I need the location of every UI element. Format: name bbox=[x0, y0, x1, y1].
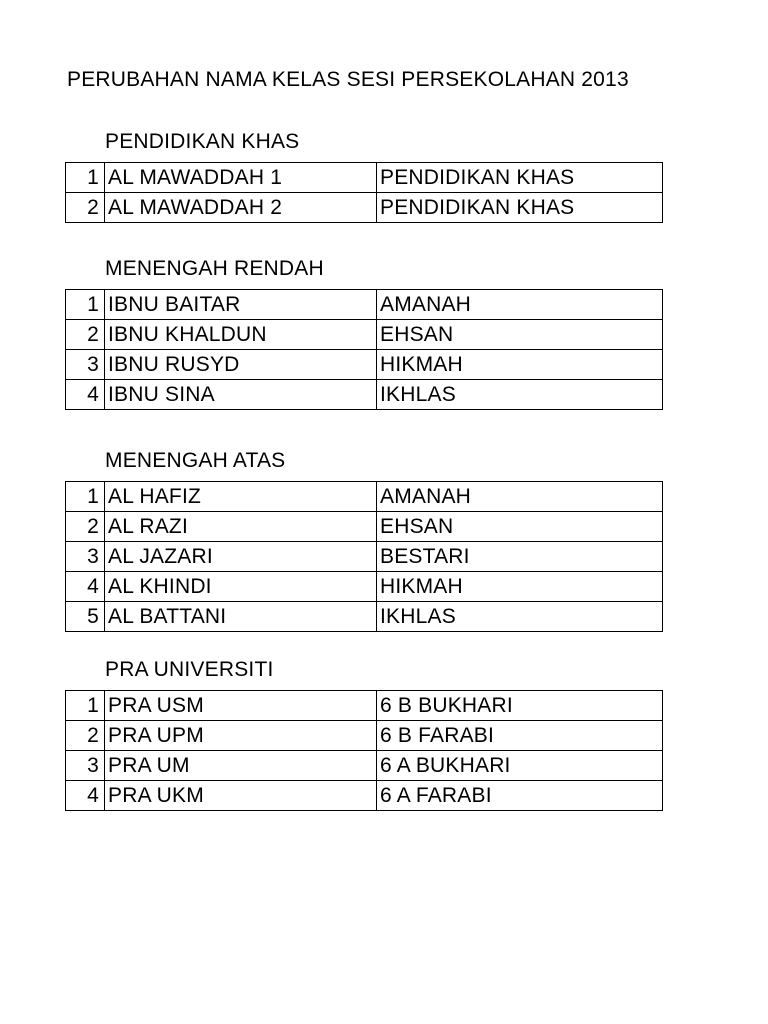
section-pra-universiti bbox=[65, 658, 663, 811]
row-number: 2 bbox=[66, 193, 105, 223]
new-class-name: PENDIDIKAN KHAS bbox=[377, 163, 663, 193]
table-row bbox=[66, 572, 663, 602]
row-number: 1 bbox=[66, 163, 105, 193]
section-menengah-atas bbox=[65, 449, 663, 632]
table-row bbox=[66, 482, 663, 512]
class-table bbox=[65, 162, 663, 223]
class-table bbox=[65, 289, 663, 410]
new-class-name: 6 B BUKHARI bbox=[377, 691, 663, 721]
old-class-name: AL HAFIZ bbox=[105, 482, 377, 512]
row-number: 2 bbox=[66, 512, 105, 542]
row-number: 1 bbox=[66, 290, 105, 320]
row-number: 1 bbox=[66, 691, 105, 721]
new-class-name: 6 A FARABI bbox=[377, 781, 663, 811]
table-row bbox=[66, 350, 663, 380]
table-row bbox=[66, 542, 663, 572]
old-class-name: AL MAWADDAH 1 bbox=[105, 163, 377, 193]
section-menengah-rendah bbox=[65, 257, 663, 410]
new-class-name: PENDIDIKAN KHAS bbox=[377, 193, 663, 223]
new-class-name: IKHLAS bbox=[377, 602, 663, 632]
old-class-name: IBNU BAITAR bbox=[105, 290, 377, 320]
row-number: 2 bbox=[66, 320, 105, 350]
row-number: 4 bbox=[66, 572, 105, 602]
row-number: 3 bbox=[66, 350, 105, 380]
old-class-name: PRA UKM bbox=[105, 781, 377, 811]
section-heading: MENENGAH RENDAH bbox=[105, 257, 324, 280]
old-class-name: IBNU SINA bbox=[105, 380, 377, 410]
new-class-name: HIKMAH bbox=[377, 350, 663, 380]
table-row bbox=[66, 163, 663, 193]
old-class-name: PRA USM bbox=[105, 691, 377, 721]
old-class-name: PRA UPM bbox=[105, 721, 377, 751]
old-class-name: AL JAZARI bbox=[105, 542, 377, 572]
old-class-name: IBNU RUSYD bbox=[105, 350, 377, 380]
class-table bbox=[65, 481, 663, 632]
old-class-name: IBNU KHALDUN bbox=[105, 320, 377, 350]
row-number: 4 bbox=[66, 781, 105, 811]
row-number: 5 bbox=[66, 602, 105, 632]
table-row bbox=[66, 602, 663, 632]
old-class-name: AL RAZI bbox=[105, 512, 377, 542]
old-class-name: AL BATTANI bbox=[105, 602, 377, 632]
new-class-name: BESTARI bbox=[377, 542, 663, 572]
old-class-name: AL MAWADDAH 2 bbox=[105, 193, 377, 223]
new-class-name: 6 A BUKHARI bbox=[377, 751, 663, 781]
new-class-name: IKHLAS bbox=[377, 380, 663, 410]
class-table bbox=[65, 690, 663, 811]
new-class-name: EHSAN bbox=[377, 512, 663, 542]
new-class-name: 6 B FARABI bbox=[377, 721, 663, 751]
row-number: 3 bbox=[66, 751, 105, 781]
row-number: 1 bbox=[66, 482, 105, 512]
section-heading: PRA UNIVERSITI bbox=[105, 658, 274, 681]
table-row bbox=[66, 380, 663, 410]
section-pendidikan-khas bbox=[65, 130, 663, 223]
table-row bbox=[66, 290, 663, 320]
section-heading: PENDIDIKAN KHAS bbox=[105, 130, 300, 153]
new-class-name: HIKMAH bbox=[377, 572, 663, 602]
page-title: PERUBAHAN NAMA KELAS SESI PERSEKOLAHAN 2013 bbox=[67, 68, 629, 91]
new-class-name: EHSAN bbox=[377, 320, 663, 350]
old-class-name: PRA UM bbox=[105, 751, 377, 781]
table-row bbox=[66, 320, 663, 350]
section-heading: MENENGAH ATAS bbox=[105, 449, 286, 472]
table-row bbox=[66, 781, 663, 811]
row-number: 3 bbox=[66, 542, 105, 572]
old-class-name: AL KHINDI bbox=[105, 572, 377, 602]
new-class-name: AMANAH bbox=[377, 482, 663, 512]
table-row bbox=[66, 721, 663, 751]
row-number: 4 bbox=[66, 380, 105, 410]
table-row bbox=[66, 691, 663, 721]
row-number: 2 bbox=[66, 721, 105, 751]
new-class-name: AMANAH bbox=[377, 290, 663, 320]
table-row bbox=[66, 751, 663, 781]
table-row bbox=[66, 193, 663, 223]
table-row bbox=[66, 512, 663, 542]
